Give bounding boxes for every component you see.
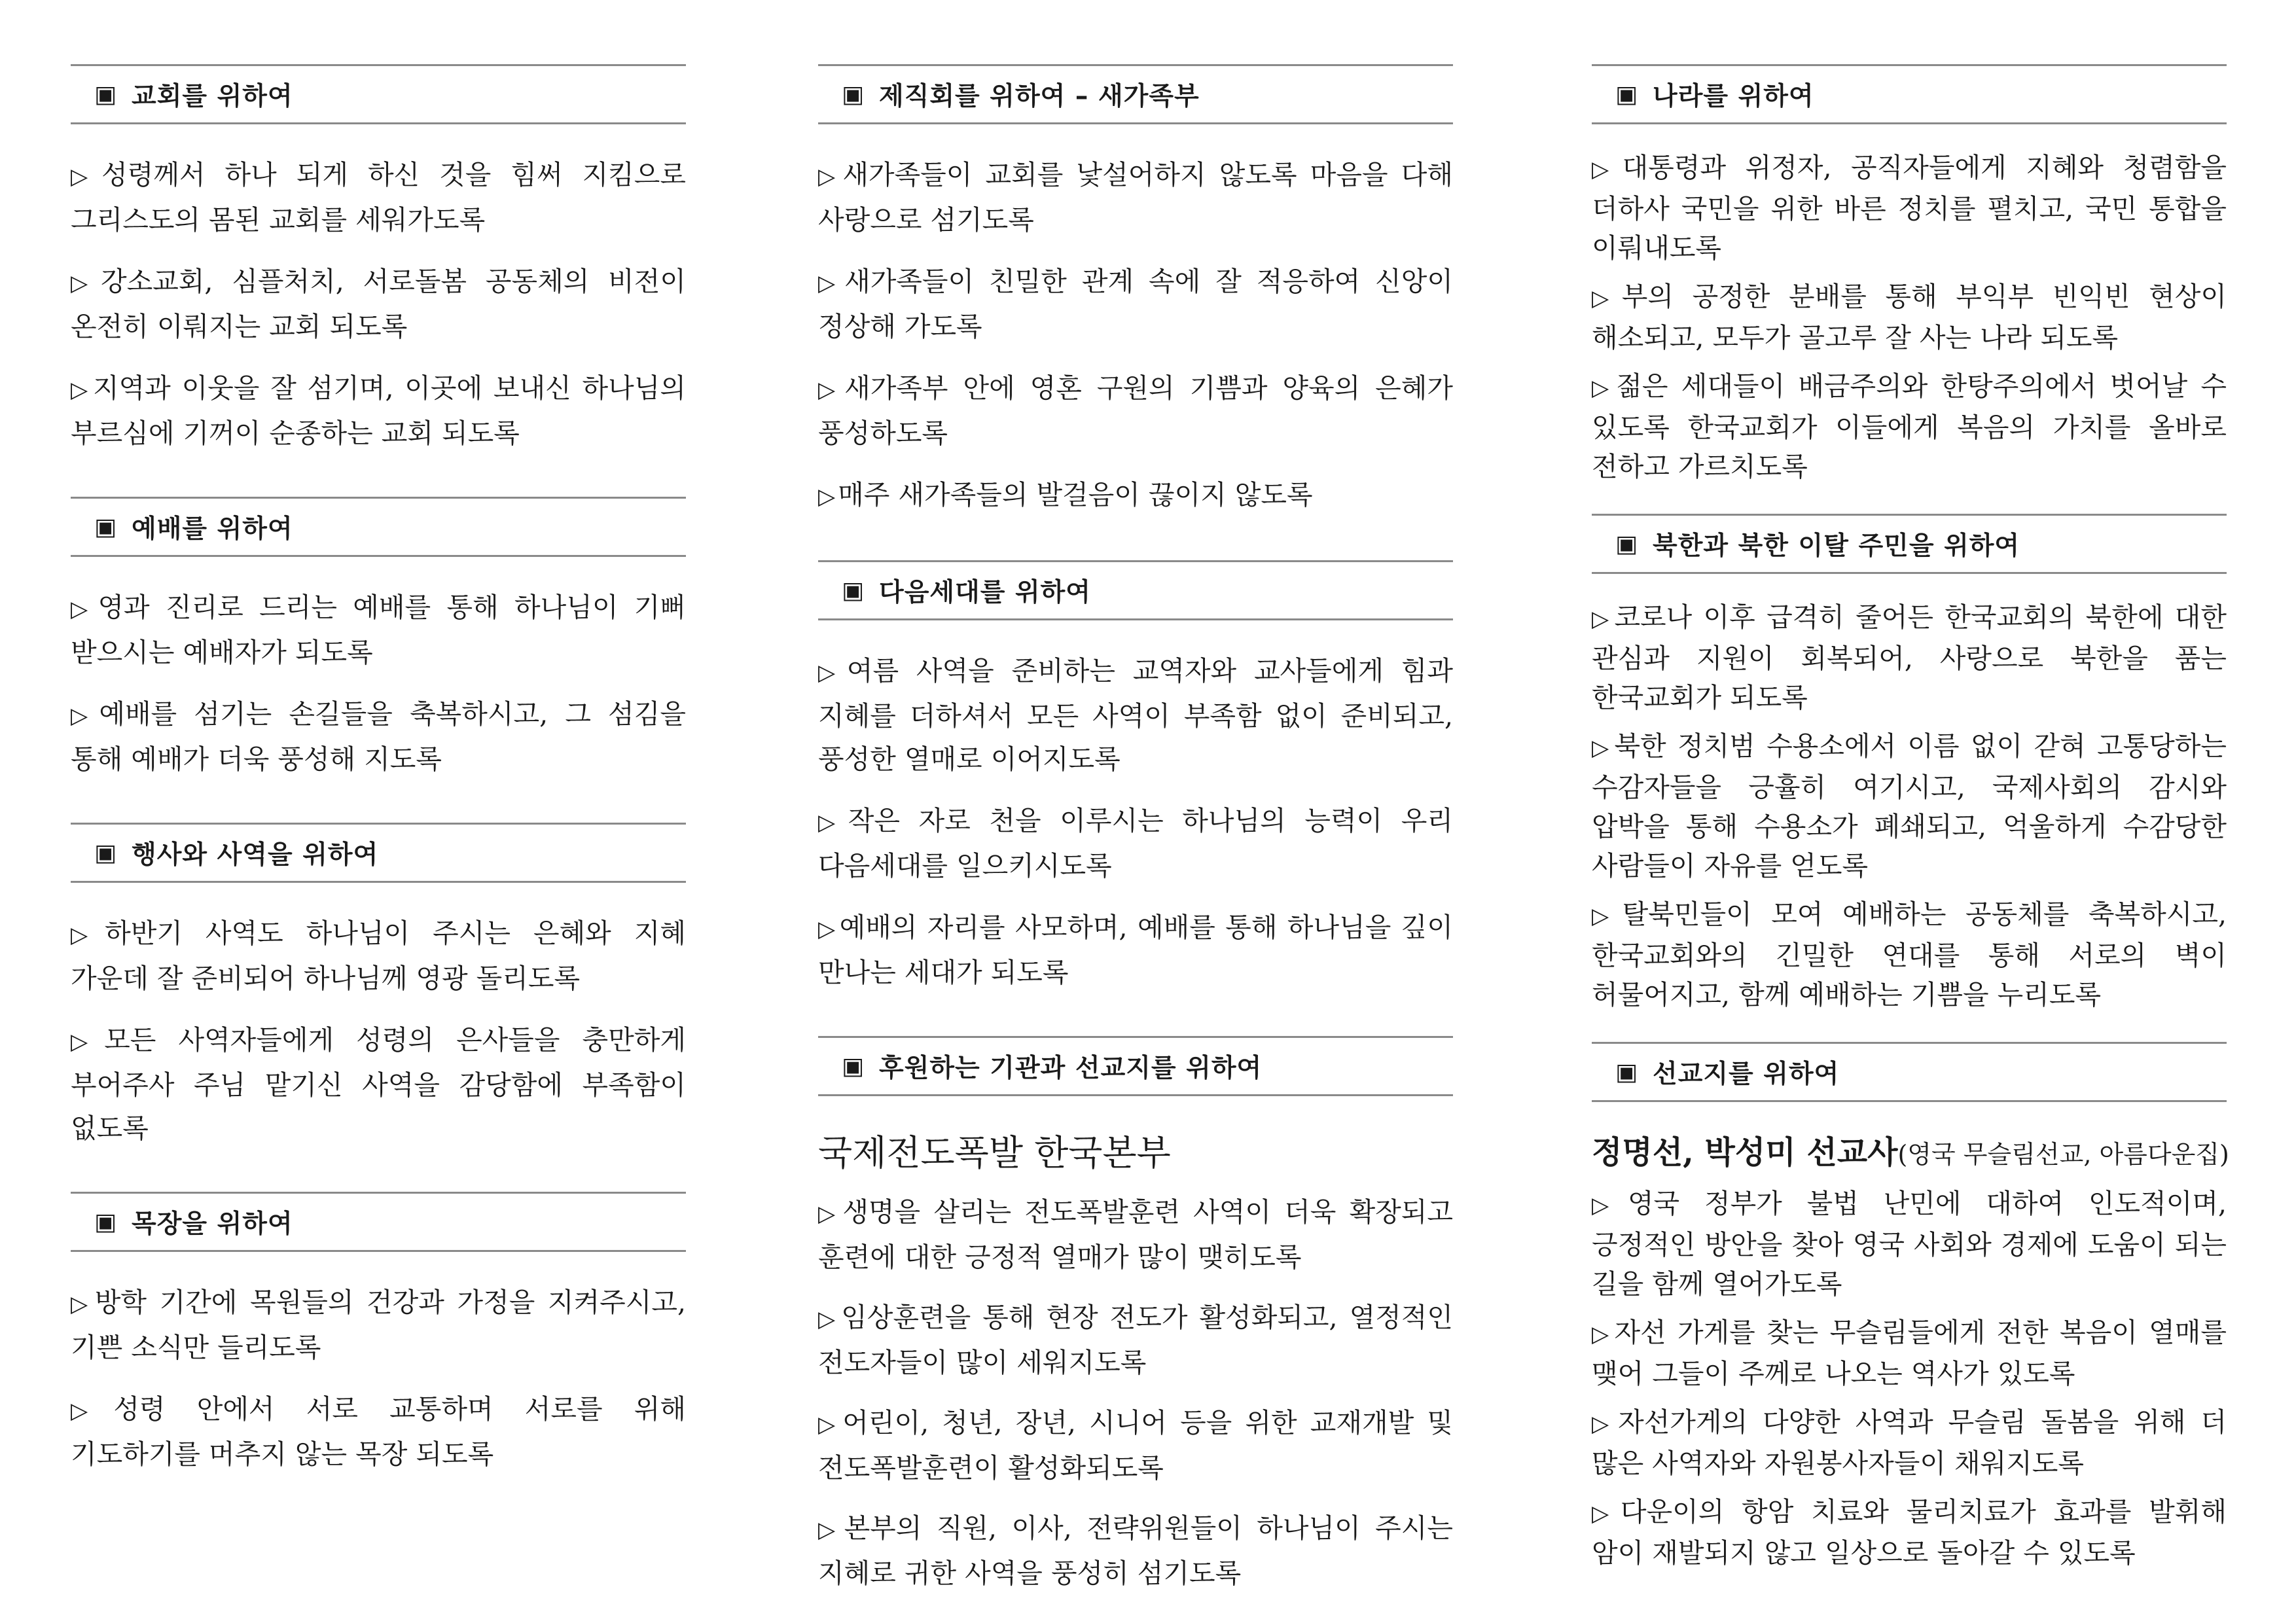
- square-marker-icon: ▣: [94, 513, 118, 541]
- triangle-bullet-icon: ▷: [818, 1517, 842, 1543]
- section-header-nation: [1592, 64, 2227, 124]
- triangle-bullet-icon: ▷: [71, 1029, 102, 1055]
- square-marker-icon: ▣: [1615, 80, 1639, 108]
- section-title: 행사와 사역을 위하여: [132, 840, 379, 870]
- prayer-item: ▷자선가게의 다양한 사역과 무슬림 돌봄을 위해 더 많은 사역자와 자원봉사자들이 채워지도록: [1592, 1406, 2227, 1479]
- section-header-church: [71, 64, 686, 124]
- triangle-bullet-icon: ▷: [818, 164, 840, 190]
- triangle-bullet-icon: ▷: [1592, 1411, 1616, 1437]
- triangle-bullet-icon: ▷: [1592, 375, 1614, 401]
- triangle-bullet-icon: ▷: [818, 484, 836, 510]
- section-title: 선교지를 위하여: [1653, 1060, 1840, 1089]
- prayer-item: ▷부의 공정한 분배를 통해 부익부 빈익빈 현상이 해소되고, 모두가 골고루 잘 사는 나라 되도록: [1592, 281, 2227, 353]
- prayer-item: ▷다운이의 항암 치료와 물리치료가 효과를 발휘해 암이 재발되지 않고 일상으로 돌아갈 수 있도록: [1592, 1496, 2227, 1569]
- triangle-bullet-icon: ▷: [1592, 903, 1620, 929]
- prayer-item: ▷방학 기간에 목원들의 건강과 가정을 지켜주시고, 기쁜 소식만 들리도록: [71, 1287, 686, 1363]
- section-header-worship: [71, 497, 686, 557]
- prayer-item: ▷모든 사역자들에게 성령의 은사들을 충만하게 부어주사 주님 맡기신 사역을 감당함에 부족함이 없도록: [71, 1024, 686, 1144]
- section-title: 제직회를 위하여 – 새가족부: [879, 82, 1200, 111]
- triangle-bullet-icon: ▷: [818, 1412, 840, 1438]
- square-marker-icon: ▣: [842, 1052, 865, 1080]
- section-header-deacons: [818, 64, 1453, 124]
- missionary-title: [1592, 1131, 2227, 1176]
- square-marker-icon: ▣: [94, 1208, 118, 1236]
- section-title: 후원하는 기관과 선교지를 위하여: [879, 1054, 1263, 1083]
- prayer-item: ▷새가족들이 친밀한 관계 속에 잘 적응하여 신앙이 정상해 가도록: [818, 266, 1453, 342]
- section-title: 목장을 위하여: [132, 1209, 293, 1239]
- prayer-list: [71, 124, 686, 497]
- section-title: 나라를 위하여: [1653, 82, 1814, 111]
- prayer-list: [71, 883, 686, 1192]
- prayer-list: [818, 620, 1453, 1036]
- column-left: [71, 64, 686, 1518]
- triangle-bullet-icon: ▷: [71, 270, 98, 296]
- prayer-item: ▷예배를 섬기는 손길들을 축복하시고, 그 섬김을 통해 예배가 더욱 풍성해 지도록: [71, 698, 686, 775]
- triangle-bullet-icon: ▷: [71, 377, 90, 403]
- triangle-bullet-icon: ▷: [71, 703, 97, 729]
- prayer-item: ▷북한 정치범 수용소에서 이름 없이 갇혀 고통당하는 수감자들을 긍휼히 여기시고, 국제사회의 감시와 압박을 통해 수용소가 폐쇄되고, 억울하게 수감당한 사람들이 자유를 얻도록: [1592, 730, 2227, 882]
- section-header-small-groups: [71, 1192, 686, 1252]
- prayer-item: ▷어린이, 청년, 장년, 시니어 등을 위한 교재개발 및 전도폭발훈련이 활성화되도록: [818, 1407, 1453, 1484]
- column-right: [1592, 64, 2227, 1582]
- triangle-bullet-icon: ▷: [818, 810, 846, 836]
- square-marker-icon: ▣: [94, 80, 118, 108]
- section-header-mission-field: [1592, 1042, 2227, 1102]
- prayer-item: ▷성령께서 하나 되게 하신 것을 힘써 지킴으로 그리스도의 몸된 교회를 세워가도록: [71, 159, 686, 236]
- section-header-next-generation: [818, 560, 1453, 620]
- triangle-bullet-icon: ▷: [818, 377, 842, 403]
- prayer-item: ▷예배의 자리를 사모하며, 예배를 통해 하나님을 깊이 만나는 세대가 되도록: [818, 912, 1453, 988]
- prayer-item: ▷본부의 직원, 이사, 전략위원들이 하나님이 주시는 지혜로 귀한 사역을 풍성히 섬기도록: [818, 1512, 1453, 1589]
- section-title: 다음세대를 위하여: [879, 578, 1091, 607]
- prayer-list: [1592, 124, 2227, 514]
- triangle-bullet-icon: ▷: [1592, 1321, 1612, 1347]
- missionary-names: 정명선, 박성미 선교사: [1592, 1134, 1898, 1171]
- triangle-bullet-icon: ▷: [1592, 606, 1612, 632]
- prayer-item: ▷임상훈련을 통해 현장 전도가 활성화되고, 열정적인 전도자들이 많이 세워지도록: [818, 1302, 1453, 1378]
- prayer-item: ▷젊은 세대들이 배금주의와 한탕주의에서 벗어날 수 있도록 한국교회가 이들에게 복음의 가치를 올바로 전하고 가르치도록: [1592, 370, 2227, 482]
- prayer-item: ▷강소교회, 심플처치, 서로돌봄 공동체의 비전이 온전히 이뤄지는 교회 되도록: [71, 266, 686, 342]
- prayer-item: ▷새가족들이 교회를 낯설어하지 않도록 마음을 다해 사랑으로 섬기도록: [818, 159, 1453, 236]
- prayer-item: ▷새가족부 안에 영혼 구원의 기쁨과 양육의 은혜가 풍성하도록: [818, 372, 1453, 449]
- section-header-supported-missions: [818, 1036, 1453, 1096]
- prayer-list: [71, 557, 686, 823]
- section-header-north-korea: [1592, 514, 2227, 574]
- square-marker-icon: ▣: [1615, 1058, 1639, 1086]
- column-middle: [818, 64, 1453, 1612]
- square-marker-icon: ▣: [842, 577, 865, 604]
- prayer-list: [818, 124, 1453, 560]
- prayer-item: ▷자선 가게를 찾는 무슬림들에게 전한 복음이 열매를 맺어 그들이 주께로 나오는 역사가 있도록: [1592, 1317, 2227, 1389]
- prayer-list: [818, 1190, 1453, 1595]
- section-title: 교회를 위하여: [132, 82, 293, 111]
- missionary-subtitle: (영국 무슬림선교, 아름다운집): [1897, 1140, 2229, 1169]
- triangle-bullet-icon: ▷: [71, 596, 96, 622]
- prayer-list: [1592, 1184, 2227, 1573]
- prayer-item: ▷지역과 이웃을 잘 섬기며, 이곳에 보내신 하나님의 부르심에 기꺼이 순종하는 교회 되도록: [71, 372, 686, 449]
- square-marker-icon: ▣: [842, 80, 865, 108]
- section-header-events: [71, 823, 686, 883]
- organization-title: 국제전도폭발 한국본부: [818, 1132, 1171, 1173]
- triangle-bullet-icon: ▷: [818, 1306, 839, 1332]
- triangle-bullet-icon: ▷: [818, 660, 844, 686]
- prayer-item: ▷성령 안에서 서로 교통하며 서로를 위해 기도하기를 머추지 않는 목장 되도록: [71, 1393, 686, 1470]
- prayer-item: ▷대통령과 위정자, 공직자들에게 지혜와 청렴함을 더하사 국민을 위한 바른 정치를 펼치고, 국민 통합을 이뤄내도록: [1592, 152, 2227, 264]
- prayer-item: ▷하반기 사역도 하나님이 주시는 은혜와 지혜 가운데 잘 준비되어 하나님께 영광 돌리도록: [71, 918, 686, 994]
- triangle-bullet-icon: ▷: [1592, 1192, 1625, 1219]
- triangle-bullet-icon: ▷: [1592, 735, 1612, 761]
- prayer-list: [71, 1252, 686, 1518]
- triangle-bullet-icon: ▷: [71, 164, 99, 190]
- prayer-item: ▷영과 진리로 드리는 예배를 통해 하나님이 기뻐 받으시는 예배자가 되도록: [71, 592, 686, 668]
- triangle-bullet-icon: ▷: [818, 270, 842, 296]
- prayer-item: ▷코로나 이후 급격히 줄어든 한국교회의 북한에 대한 관심과 지원이 회복되어, 사랑으로 북한을 품는 한국교회가 되도록: [1592, 601, 2227, 713]
- prayer-item: ▷영국 정부가 불법 난민에 대하여 인도적이며, 긍정적인 방안을 찾아 영국 사회와 경제에 도움이 되는 길을 함께 열어가도록: [1592, 1188, 2227, 1300]
- prayer-item: ▷여름 사역을 준비하는 교역자와 교사들에게 힘과 지혜를 더하셔서 모든 사역이 부족함 없이 준비되고, 풍성한 열매로 이어지도록: [818, 655, 1453, 775]
- section-title: 예배를 위하여: [132, 514, 293, 544]
- prayer-item: ▷탈북민들이 모여 예배하는 공동체를 축복하시고, 한국교회와의 긴밀한 연대를 통해 서로의 벽이 허물어지고, 함께 예배하는 기쁨을 누리도록: [1592, 899, 2227, 1010]
- section-title: 북한과 북한 이탈 주민을 위하여: [1653, 531, 2020, 561]
- square-marker-icon: ▣: [1615, 530, 1639, 558]
- triangle-bullet-icon: ▷: [71, 1291, 92, 1317]
- triangle-bullet-icon: ▷: [1592, 1501, 1618, 1527]
- prayer-item: ▷매주 새가족들의 발걸음이 끊이지 않도록: [818, 479, 1313, 510]
- prayer-item: ▷생명을 살리는 전도폭발훈련 사역이 더욱 확장되고 훈련에 대한 긍정적 열매가 많이 맺히도록: [818, 1196, 1453, 1273]
- triangle-bullet-icon: ▷: [1592, 156, 1620, 183]
- triangle-bullet-icon: ▷: [1592, 285, 1619, 312]
- prayer-item: ▷작은 자로 천을 이루시는 하나님의 능력이 우리 다음세대를 일으키시도록: [818, 805, 1453, 882]
- square-marker-icon: ▣: [94, 839, 118, 866]
- prayer-list: [1592, 574, 2227, 1042]
- triangle-bullet-icon: ▷: [71, 922, 103, 948]
- triangle-bullet-icon: ▷: [818, 916, 837, 942]
- triangle-bullet-icon: ▷: [818, 1201, 840, 1227]
- triangle-bullet-icon: ▷: [71, 1398, 111, 1424]
